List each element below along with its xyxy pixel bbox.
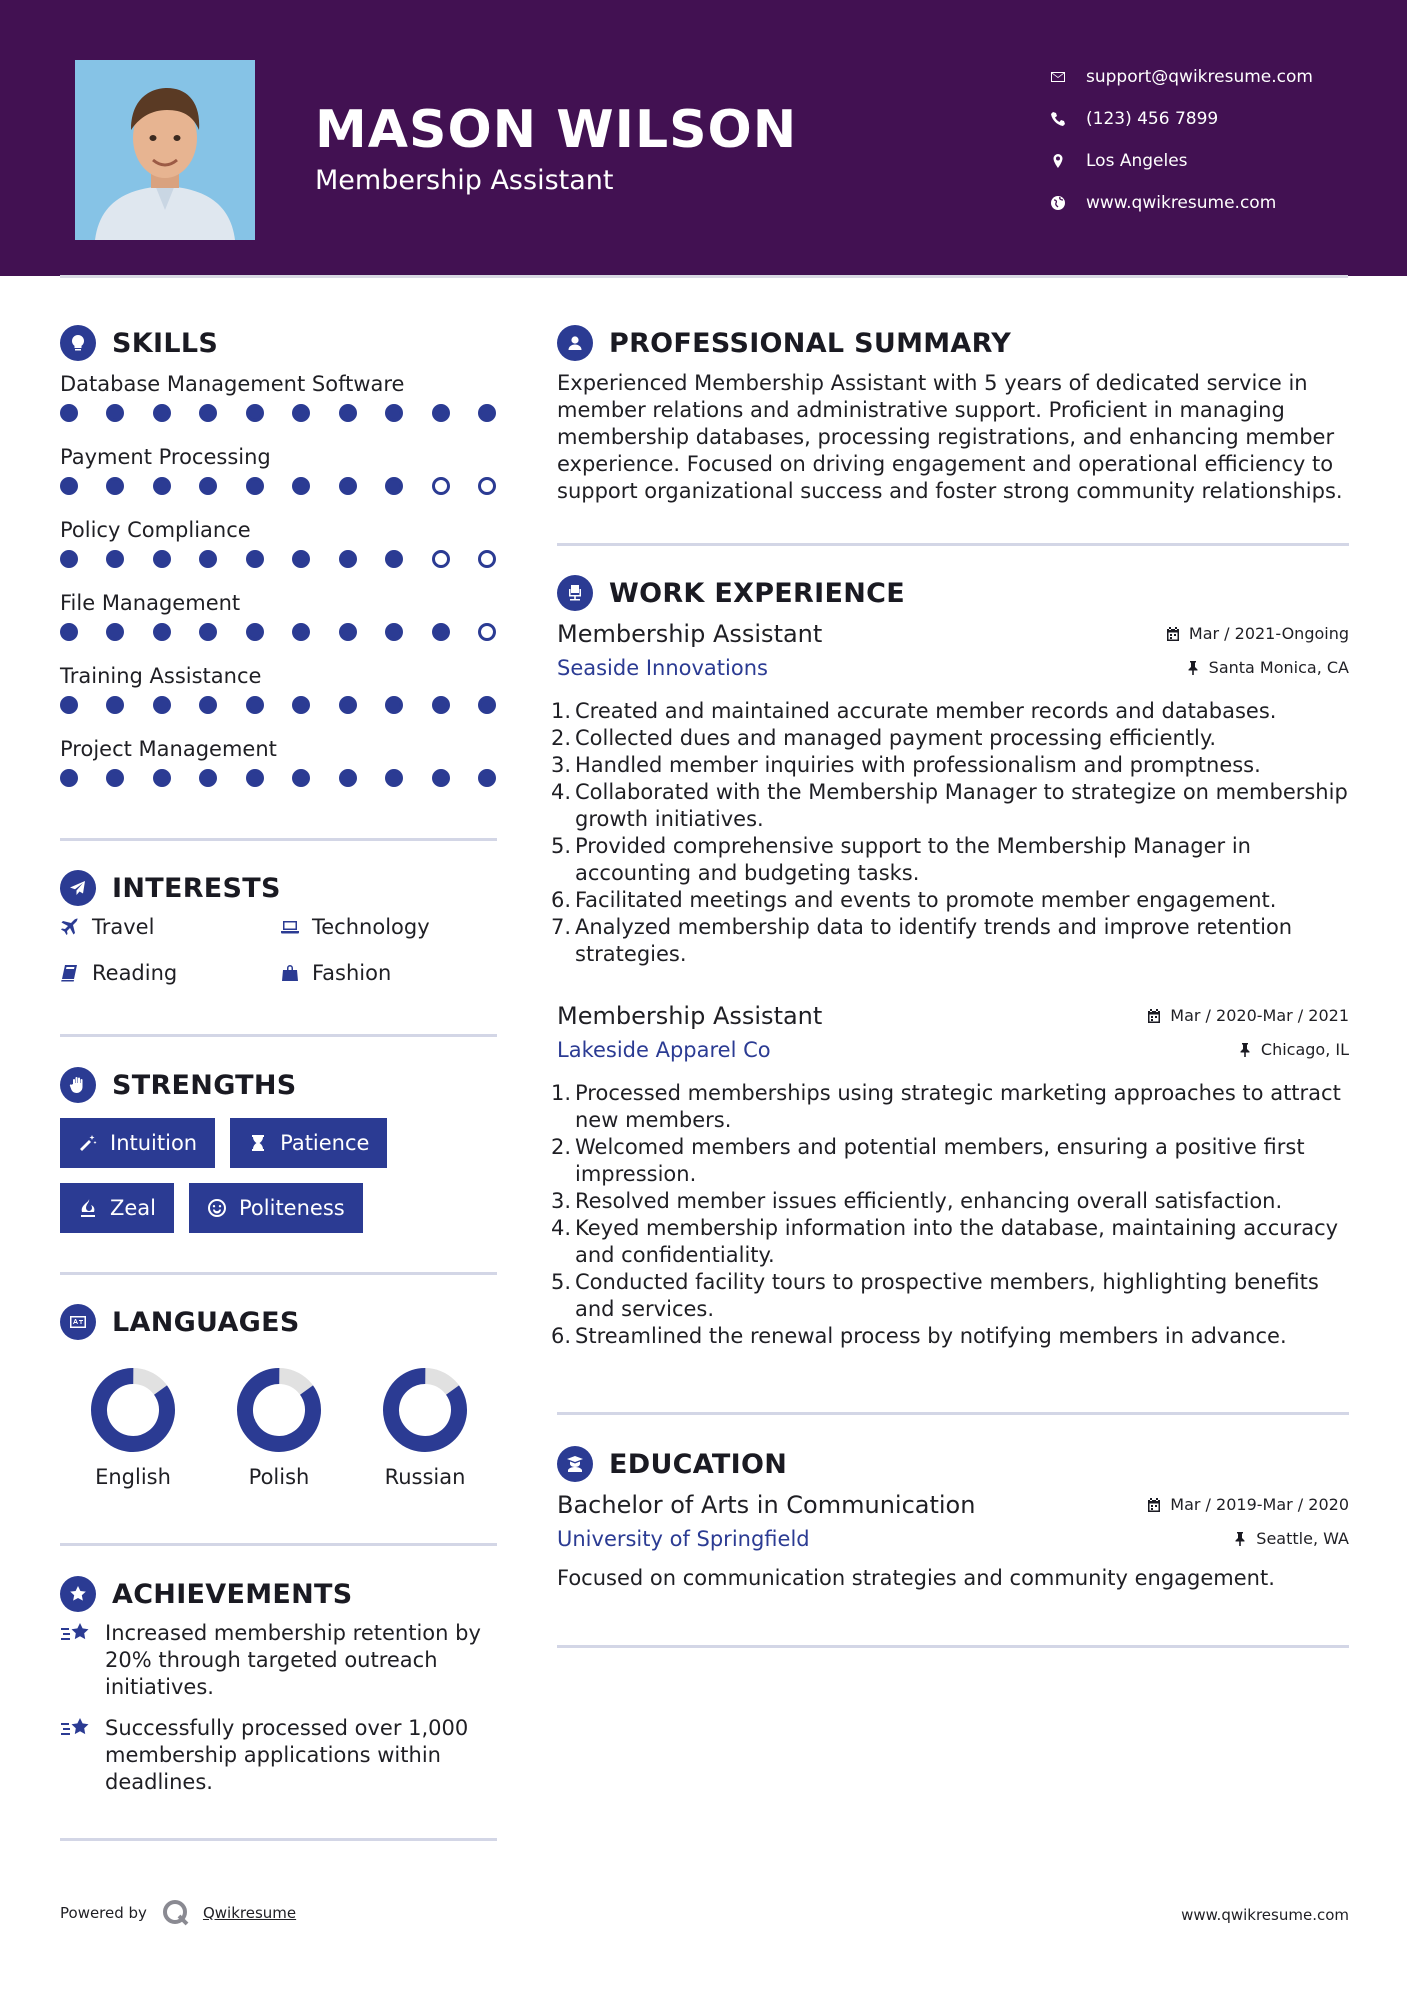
skill-item	[60, 443, 500, 516]
skill-rating	[60, 696, 496, 714]
job-title: Membership Assistant	[557, 1002, 823, 1030]
strengths-list	[60, 1118, 500, 1233]
shooting-star-icon	[60, 1620, 92, 1648]
skill-rating	[60, 623, 496, 641]
language-icon	[60, 1304, 96, 1340]
skill-dot-filled	[292, 404, 310, 422]
skill-dot-empty	[432, 550, 450, 568]
achievement-item	[60, 1715, 500, 1796]
job-bullet: Keyed membership information into the database, maintaining accuracy and confidentiality.	[575, 1216, 1339, 1267]
education-location-text: Seattle, WA	[1256, 1529, 1349, 1548]
job-bullet: Facilitated meetings and events to promote member engagement.	[575, 888, 1277, 912]
job-location	[1237, 1040, 1349, 1059]
interest-label: Travel	[92, 915, 155, 939]
flame-icon	[78, 1198, 98, 1218]
skill-dot-filled	[106, 477, 124, 495]
contact-website-text: www.qwikresume.com	[1086, 193, 1277, 213]
brand-link[interactable]: Qwikresume	[202, 1904, 297, 1922]
skill-dot-filled	[478, 769, 496, 787]
degree-title: Bachelor of Arts in Communication	[557, 1491, 976, 1519]
job-date-text: Mar / 2021-Ongoing	[1188, 624, 1349, 643]
skill-dot-filled	[199, 696, 217, 714]
shopping-bag-icon	[280, 963, 300, 983]
skill-dot-filled	[106, 696, 124, 714]
interests-title: INTERESTS	[112, 872, 281, 904]
experience-heading	[557, 575, 905, 611]
language-name: English	[95, 1465, 171, 1489]
lightbulb-icon	[60, 325, 96, 361]
summary-heading	[557, 325, 1011, 361]
skill-dot-filled	[60, 696, 78, 714]
hourglass-icon	[248, 1133, 268, 1153]
skill-dot-filled	[60, 404, 78, 422]
contact-location-text: Los Angeles	[1086, 151, 1188, 171]
skill-rating	[60, 550, 496, 568]
office-chair-icon	[557, 575, 593, 611]
skills-title: SKILLS	[112, 327, 219, 359]
skill-dot-filled	[432, 696, 450, 714]
footer-url[interactable]: www.qwikresume.com	[1181, 1906, 1349, 1924]
skill-dot-empty	[478, 623, 496, 641]
calendar-icon	[1165, 626, 1181, 642]
divider	[60, 1543, 497, 1546]
magic-wand-icon	[78, 1133, 98, 1153]
book-icon	[60, 963, 80, 983]
phone-icon	[1050, 109, 1086, 129]
achievement-text: Successfully processed over 1,000 membership applications within deadlines.	[105, 1716, 469, 1794]
job-bullet: Collected dues and managed payment processing efficiently.	[575, 726, 1217, 750]
skill-dot-filled	[339, 550, 357, 568]
contact-list	[1050, 56, 1380, 224]
skill-dot-filled	[199, 550, 217, 568]
education-description: Focused on communication strategies and community engagement.	[557, 1566, 1275, 1590]
education-title: EDUCATION	[609, 1448, 788, 1480]
skill-dot-filled	[385, 623, 403, 641]
skill-dot-filled	[153, 404, 171, 422]
job-bullets	[557, 1080, 1349, 1350]
job-bullet: Handled member inquiries with professionalism and promptness.	[575, 753, 1261, 777]
skill-dot-filled	[385, 696, 403, 714]
skill-dot-filled	[153, 550, 171, 568]
job-bullet: Conducted facility tours to prospective members, highlighting benefits and services.	[575, 1270, 1319, 1321]
company-name: Lakeside Apparel Co	[557, 1038, 771, 1062]
education-entry	[557, 1491, 1349, 1592]
interests-heading	[60, 870, 281, 906]
interest-label: Reading	[92, 961, 178, 985]
map-pin-icon	[1050, 151, 1086, 171]
job-date-text: Mar / 2020-Mar / 2021	[1170, 1006, 1349, 1025]
skill-item	[60, 735, 500, 808]
language-arc	[88, 1365, 178, 1455]
strength-label: Zeal	[110, 1196, 157, 1220]
shooting-star-icon	[60, 1715, 92, 1743]
skill-dot-filled	[153, 623, 171, 641]
job-entry	[557, 1002, 1349, 1350]
user-icon	[557, 325, 593, 361]
interest-item	[280, 913, 500, 941]
paper-plane-icon	[60, 870, 96, 906]
skills-heading	[60, 325, 218, 361]
qwikresume-logo-icon	[161, 1898, 191, 1928]
calendar-icon	[1146, 1497, 1162, 1513]
contact-phone[interactable]	[1050, 98, 1380, 140]
footer-powered-by	[60, 1898, 296, 1928]
job-location-text: Santa Monica, CA	[1208, 658, 1349, 677]
star-badge-icon	[60, 1576, 96, 1612]
skill-dot-filled	[246, 623, 264, 641]
job-bullet: Welcomed members and potential members, ensuring a positive first impression.	[575, 1135, 1305, 1186]
contact-location	[1050, 140, 1380, 182]
divider	[557, 543, 1349, 546]
education-date-text: Mar / 2019-Mar / 2020	[1170, 1495, 1349, 1514]
powered-by-text: Powered by	[60, 1904, 147, 1922]
divider	[557, 1412, 1349, 1415]
hand-icon	[60, 1067, 96, 1103]
skill-dot-filled	[199, 769, 217, 787]
pushpin-icon	[1232, 1531, 1248, 1547]
graduate-icon	[557, 1446, 593, 1482]
skill-dot-filled	[246, 696, 264, 714]
skill-dot-filled	[478, 696, 496, 714]
skill-dot-filled	[478, 404, 496, 422]
skill-rating	[60, 769, 496, 787]
job-bullet: Streamlined the renewal process by notifying members in advance.	[575, 1324, 1287, 1348]
job-bullet: Provided comprehensive support to the Membership Manager in accounting and budgeting tasks.	[575, 834, 1251, 885]
language-item	[60, 1365, 206, 1489]
skill-dot-filled	[153, 477, 171, 495]
laptop-icon	[280, 917, 300, 937]
job-bullet: Created and maintained accurate member records and databases.	[575, 699, 1277, 723]
skill-name: Policy Compliance	[60, 518, 251, 542]
languages-title: LANGUAGES	[112, 1306, 300, 1338]
skill-dot-filled	[153, 696, 171, 714]
job-date	[1146, 1006, 1349, 1025]
interest-label: Fashion	[312, 961, 392, 985]
skill-dot-filled	[60, 477, 78, 495]
job-bullets	[557, 698, 1349, 968]
achievements-title: ACHIEVEMENTS	[112, 1578, 353, 1610]
experience-title: WORK EXPERIENCE	[609, 577, 905, 609]
interest-item	[60, 959, 280, 987]
language-donut	[88, 1365, 178, 1455]
school-name: University of Springfield	[557, 1527, 810, 1551]
skill-item	[60, 370, 500, 443]
header-divider	[60, 275, 1348, 278]
skill-dot-filled	[246, 769, 264, 787]
languages-list	[60, 1365, 500, 1489]
skill-dot-filled	[432, 769, 450, 787]
interest-item	[60, 913, 280, 941]
pushpin-icon	[1237, 1042, 1253, 1058]
strength-chip	[60, 1118, 215, 1168]
skill-name: File Management	[60, 591, 241, 615]
languages-heading	[60, 1304, 300, 1340]
job-title: Membership Assistant	[557, 620, 823, 648]
skill-dot-filled	[385, 404, 403, 422]
contact-email[interactable]	[1050, 56, 1380, 98]
skill-name: Project Management	[60, 737, 277, 761]
skill-name: Payment Processing	[60, 445, 271, 469]
education-date	[1146, 1495, 1349, 1514]
skill-dot-empty	[432, 477, 450, 495]
job-bullet: Collaborated with the Membership Manager to strategize on membership growth initiatives.	[575, 780, 1348, 831]
skill-dot-empty	[478, 477, 496, 495]
skill-dot-filled	[339, 477, 357, 495]
job-bullet: Analyzed membership data to identify trends and improve retention strategies.	[575, 915, 1293, 966]
skill-dot-filled	[106, 769, 124, 787]
skill-dot-filled	[60, 550, 78, 568]
achievements-list	[60, 1620, 500, 1810]
skill-dot-filled	[339, 623, 357, 641]
skill-dot-filled	[385, 477, 403, 495]
skill-rating	[60, 477, 496, 495]
pushpin-icon	[1185, 660, 1201, 676]
strength-chip	[189, 1183, 363, 1233]
skill-dot-filled	[292, 769, 310, 787]
language-name: Russian	[384, 1465, 466, 1489]
education-location	[1232, 1529, 1349, 1548]
strengths-title: STRENGTHS	[112, 1069, 297, 1101]
divider	[60, 1034, 497, 1037]
skill-dot-filled	[153, 769, 171, 787]
skill-item	[60, 516, 500, 589]
interests-list	[60, 913, 500, 987]
skill-dot-filled	[432, 404, 450, 422]
language-donut	[234, 1365, 324, 1455]
skill-item	[60, 589, 500, 662]
strength-label: Intuition	[110, 1131, 198, 1155]
language-name: Polish	[248, 1465, 310, 1489]
skill-dot-filled	[199, 477, 217, 495]
envelope-icon	[1050, 67, 1086, 87]
candidate-role: Membership Assistant	[315, 165, 614, 196]
skill-dot-empty	[478, 550, 496, 568]
summary-text: Experienced Membership Assistant with 5 years of dedicated service in member relations and administrative support. Proficient in managing membership databases, processing registrations, and enhancing member experience. Focused on driving engagement and operational efficiency to support organizational success and foster strong community relationships.	[557, 371, 1343, 503]
language-item	[206, 1365, 352, 1489]
job-bullet: Processed memberships using strategic marketing approaches to attract new members.	[575, 1081, 1341, 1132]
skill-dot-filled	[246, 550, 264, 568]
skill-name: Database Management Software	[60, 372, 405, 396]
skill-dot-filled	[246, 477, 264, 495]
job-location	[1185, 658, 1349, 677]
summary-title: PROFESSIONAL SUMMARY	[609, 327, 1012, 359]
job-bullet: Resolved member issues efficiently, enhancing overall satisfaction.	[575, 1189, 1283, 1213]
skill-dot-filled	[339, 696, 357, 714]
skill-dot-filled	[106, 623, 124, 641]
globe-icon	[1050, 193, 1086, 213]
skill-dot-filled	[292, 696, 310, 714]
language-item	[352, 1365, 498, 1489]
job-entry	[557, 620, 1349, 968]
skill-dot-filled	[292, 477, 310, 495]
skill-dot-filled	[339, 769, 357, 787]
interest-label: Technology	[312, 915, 430, 939]
divider	[557, 1645, 1349, 1648]
skill-dot-filled	[246, 404, 264, 422]
skill-dot-filled	[385, 769, 403, 787]
language-arc	[234, 1365, 324, 1455]
skill-dot-filled	[199, 623, 217, 641]
divider	[60, 1838, 497, 1841]
resume-header	[0, 0, 1407, 276]
skills-list	[60, 370, 500, 808]
strength-label: Patience	[280, 1131, 370, 1155]
smile-icon	[207, 1198, 227, 1218]
job-location-text: Chicago, IL	[1260, 1040, 1349, 1059]
job-date	[1165, 624, 1349, 643]
skill-dot-filled	[292, 623, 310, 641]
skill-item	[60, 662, 500, 735]
candidate-name: MASON WILSON	[315, 100, 798, 160]
language-arc	[380, 1365, 470, 1455]
skill-dot-filled	[292, 550, 310, 568]
education-heading	[557, 1446, 787, 1482]
strength-label: Politeness	[239, 1196, 345, 1220]
plane-icon	[60, 917, 80, 937]
strength-chip	[60, 1183, 174, 1233]
achievement-text: Increased membership retention by 20% through targeted outreach initiatives.	[105, 1621, 481, 1699]
strengths-heading	[60, 1067, 297, 1103]
skill-dot-filled	[199, 404, 217, 422]
strength-chip	[230, 1118, 387, 1168]
skill-dot-filled	[432, 623, 450, 641]
company-name: Seaside Innovations	[557, 656, 768, 680]
language-donut	[380, 1365, 470, 1455]
achievements-heading	[60, 1576, 353, 1612]
interest-item	[280, 959, 500, 987]
skill-name: Training Assistance	[60, 664, 262, 688]
achievement-item	[60, 1620, 500, 1701]
skill-dot-filled	[60, 769, 78, 787]
contact-website[interactable]	[1050, 182, 1380, 224]
profile-photo	[75, 60, 255, 240]
contact-phone-text: (123) 456 7899	[1086, 109, 1219, 129]
divider	[60, 838, 497, 841]
skill-dot-filled	[60, 623, 78, 641]
skill-rating	[60, 404, 496, 422]
skill-dot-filled	[339, 404, 357, 422]
divider	[60, 1272, 497, 1275]
contact-email-text: support@qwikresume.com	[1086, 67, 1313, 87]
skill-dot-filled	[106, 550, 124, 568]
skill-dot-filled	[106, 404, 124, 422]
calendar-icon	[1146, 1008, 1162, 1024]
skill-dot-filled	[385, 550, 403, 568]
